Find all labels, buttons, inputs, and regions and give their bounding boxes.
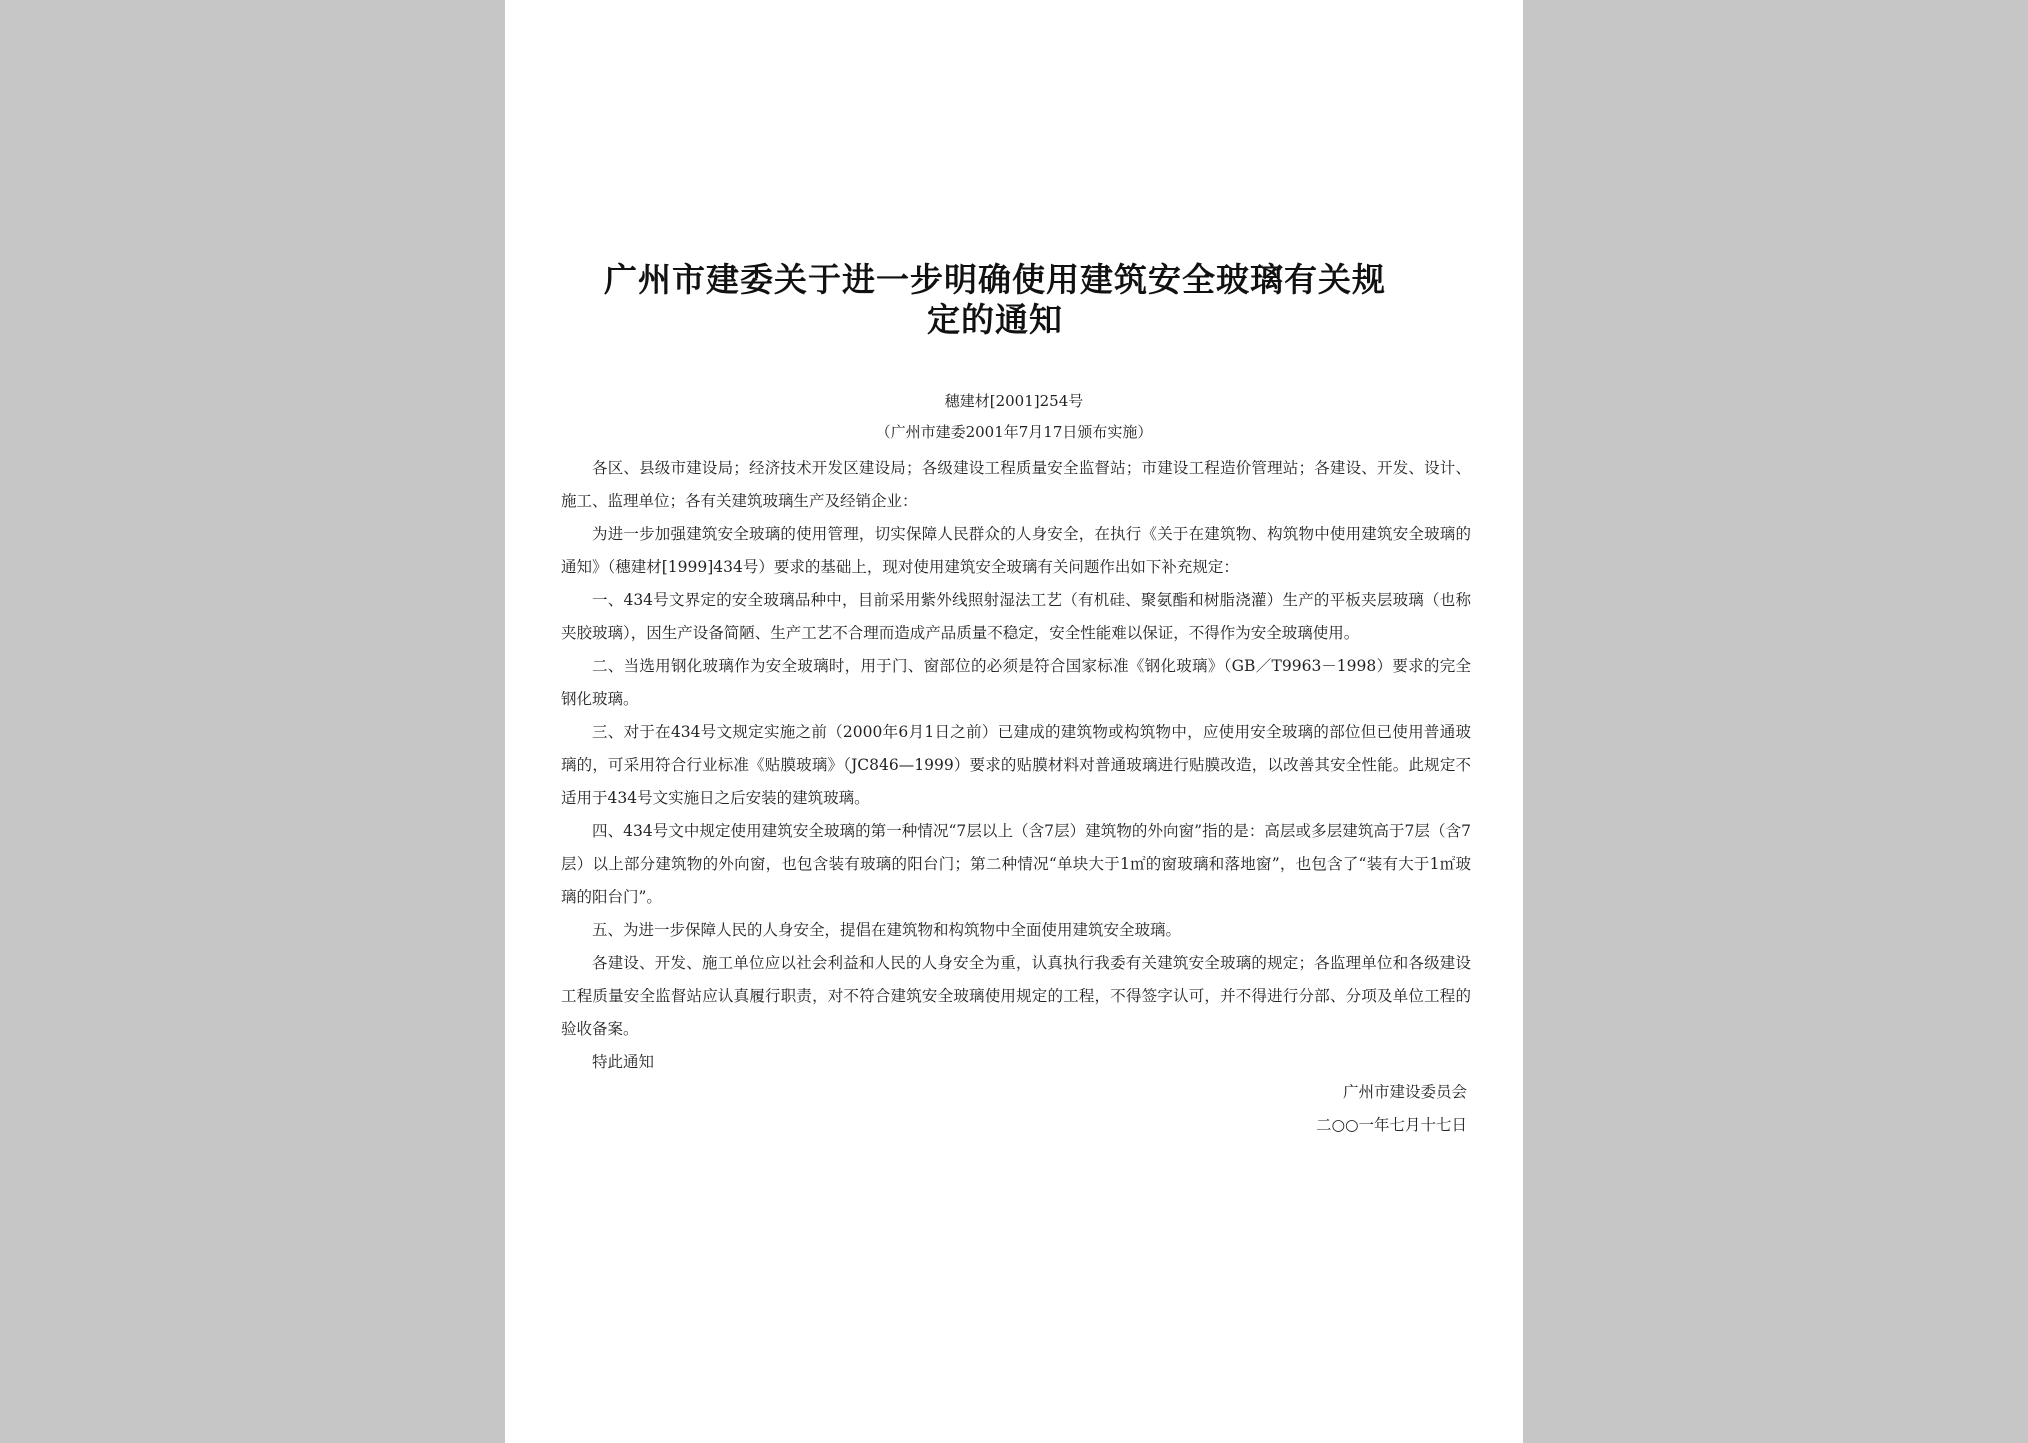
paragraph-intro: 为进一步加强建筑安全玻璃的使用管理，切实保障人民群众的人身安全，在执行《关于在建筑物、构筑物中使用建筑安全玻璃的通知》（穗建材[1999]434号）要求的基础上，现对使用建筑安全玻璃有关问题作出如下补充规定： [561, 525, 1471, 576]
issue-note: （广州市建委2001年7月17日颁布实施） [875, 423, 1153, 441]
document-page [505, 0, 1523, 1443]
paragraph-item-2: 二、当选用钢化玻璃作为安全玻璃时，用于门、窗部位的必须是符合国家标准《钢化玻璃》（GB／T9963－1998）要求的完全钢化玻璃。 [561, 657, 1471, 708]
paragraph-closing: 特此通知 [592, 1053, 655, 1071]
signature-organization: 广州市建设委员会 [1342, 1083, 1467, 1101]
signature-date: 二○○一年七月十七日 [1315, 1116, 1467, 1134]
document-body [561, 452, 1471, 1079]
paragraph-item-3: 三、对于在434号文规定实施之前（2000年6月1日之前）已建成的建筑物或构筑物中，应使用安全玻璃的部位但已使用普通玻璃的，可采用符合行业标准《贴膜玻璃》（JC846—1999）要求的贴膜材料对普通玻璃进行贴膜改造，以改善其安全性能。此规定不适用于434号文实施日之后安装的建筑玻璃。 [561, 723, 1471, 807]
document-number: 穗建材[2001]254号 [944, 392, 1084, 410]
paragraph-item-1: 一、434号文界定的安全玻璃品种中，目前采用紫外线照射湿法工艺（有机硅、聚氨酯和树脂浇灌）生产的平板夹层玻璃（也称夹胶玻璃），因生产设备简陋、生产工艺不合理而造成产品质量不稳定，安全性能难以保证，不得作为安全玻璃使用。 [561, 591, 1471, 642]
paragraph-item-5: 五、为进一步保障人民的人身安全，提倡在建筑物和构筑物中全面使用建筑安全玻璃。 [592, 921, 1182, 939]
paragraph-requirements: 各建设、开发、施工单位应以社会利益和人民的人身安全为重，认真执行我委有关建筑安全玻璃的规定；各监理单位和各级建设工程质量安全监督站应认真履行职责，对不符合建筑安全玻璃使用规定的工程，不得签字认可，并不得进行分部、分项及单位工程的验收备案。 [561, 954, 1471, 1038]
document-title: 广州市建委关于进一步明确使用建筑安全玻璃有关规定的通知 [604, 260, 1386, 339]
paragraph-item-4: 四、434号文中规定使用建筑安全玻璃的第一种情况“7层以上（含7层）建筑物的外向窗”指的是：高层或多层建筑高于7层（含7层）以上部分建筑物的外向窗，也包含装有玻璃的阳台门；第二种情况“单块大于1㎡的窗玻璃和落地窗”，也包含了“装有大于1㎡玻璃的阳台门”。 [561, 822, 1471, 906]
paragraph-addressees: 各区、县级市建设局；经济技术开发区建设局；各级建设工程质量安全监督站；市建设工程造价管理站；各建设、开发、设计、施工、监理单位；各有关建筑玻璃生产及经销企业： [561, 459, 1471, 510]
